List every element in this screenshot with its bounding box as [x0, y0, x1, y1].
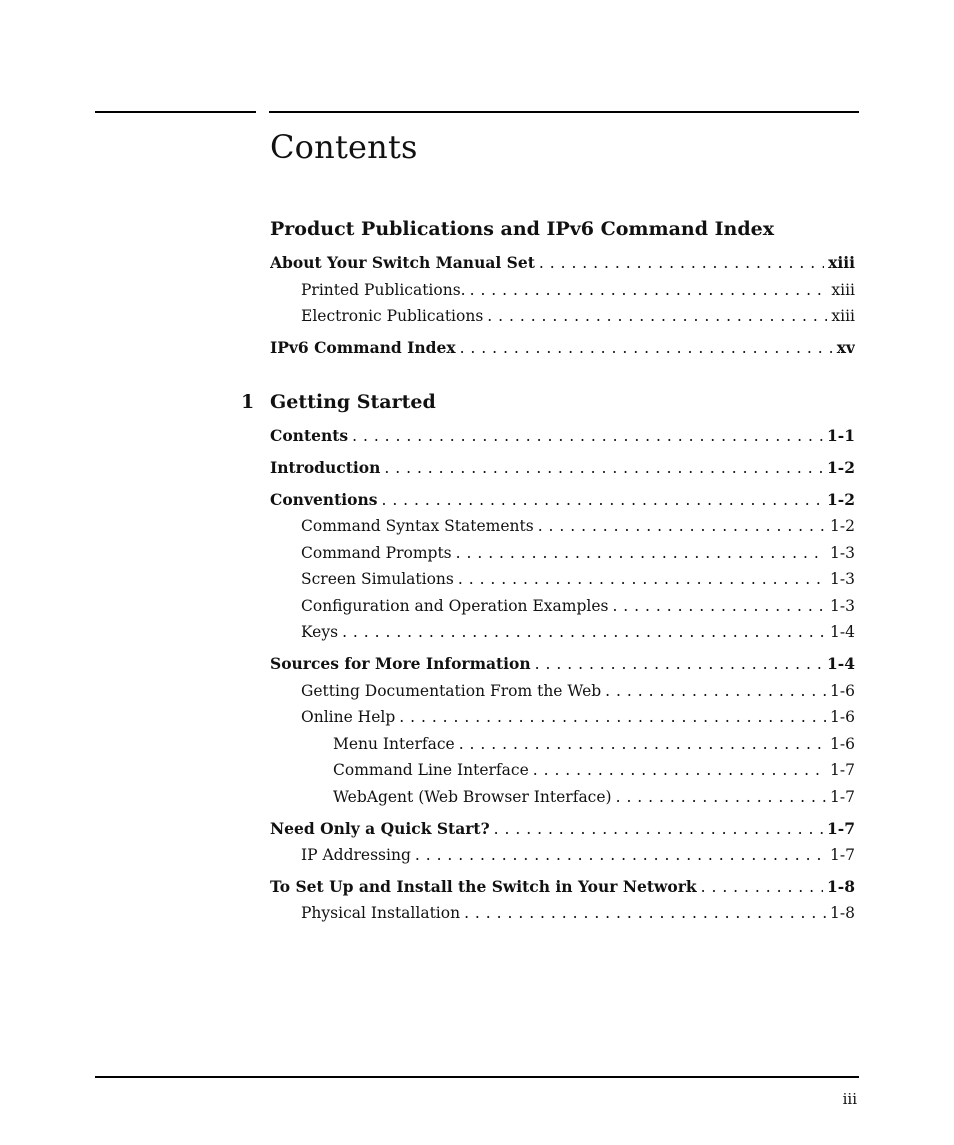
toc-entry-page: xiii — [831, 281, 855, 299]
leader-dots — [701, 877, 823, 897]
leader-dots — [381, 490, 823, 510]
leader-dots — [539, 253, 824, 273]
leader-dots — [415, 845, 826, 865]
toc-entry[interactable] — [270, 819, 855, 839]
toc-entry-label: Menu Interface — [333, 735, 455, 753]
toc-entry-label: Keys — [301, 623, 339, 641]
toc-entry-page: 1-3 — [830, 597, 855, 615]
leader-dots — [616, 787, 826, 807]
toc-entry-label: Command Line Interface — [333, 761, 529, 779]
toc-entry[interactable] — [301, 516, 855, 536]
toc-entry[interactable] — [301, 681, 855, 701]
toc-entry-page: 1-3 — [830, 570, 855, 588]
toc-entry-label: Contents — [270, 426, 349, 445]
page-number: iii — [842, 1090, 857, 1108]
toc-entry[interactable] — [333, 787, 855, 807]
toc-entry-label: To Set Up and Install the Switch in Your Network — [270, 877, 697, 896]
leader-dots — [456, 543, 826, 563]
toc-entry[interactable] — [270, 253, 855, 273]
toc-entry-page: 1-6 — [830, 735, 855, 753]
toc-entry-page: 1-7 — [826, 819, 855, 838]
leader-dots — [494, 819, 823, 839]
leader-dots — [342, 622, 826, 642]
toc-entry[interactable] — [301, 622, 855, 642]
toc-entry[interactable] — [270, 338, 855, 358]
leader-dots — [605, 681, 826, 701]
leader-dots — [464, 903, 826, 923]
leader-dots — [612, 596, 826, 616]
toc-entry-page: xiii — [828, 253, 855, 272]
toc-entry-label: Screen Simulations — [301, 570, 454, 588]
toc-entry-page: 1-4 — [830, 623, 855, 641]
header-rule-left — [95, 111, 256, 113]
leader-dots — [533, 760, 826, 780]
toc-entry-page: 1-3 — [830, 544, 855, 562]
toc-entry-label: Printed Publications. — [301, 281, 466, 299]
toc-entry[interactable] — [301, 707, 855, 727]
leader-dots — [538, 516, 826, 536]
toc-entry-label: About Your Switch Manual Set — [270, 253, 535, 272]
page-title: Contents — [270, 128, 418, 166]
toc-entry[interactable] — [270, 877, 855, 897]
section-heading-publications: Product Publications and IPv6 Command Index — [270, 218, 775, 240]
leader-dots — [535, 654, 823, 674]
toc-entry[interactable] — [270, 458, 855, 478]
toc-entry-page: 1-4 — [826, 654, 855, 673]
leader-dots — [460, 338, 833, 358]
toc-entry[interactable] — [301, 569, 855, 589]
toc-entry-page: 1-2 — [826, 458, 855, 477]
leader-dots — [470, 280, 828, 300]
leader-dots — [458, 569, 826, 589]
toc-entry-label: Physical Installation — [301, 904, 461, 922]
toc-entry-label: Command Syntax Statements — [301, 517, 534, 535]
toc-entry-label: WebAgent (Web Browser Interface) — [333, 788, 612, 806]
section-heading-getting-started: Getting Started — [270, 391, 436, 413]
toc-entry[interactable] — [270, 654, 855, 674]
leader-dots — [399, 707, 826, 727]
toc-entry-page: 1-6 — [830, 708, 855, 726]
toc-entry[interactable] — [301, 845, 855, 865]
toc-entry-label: Command Prompts — [301, 544, 452, 562]
toc-entry-page: 1-8 — [826, 877, 855, 896]
leader-dots — [459, 734, 826, 754]
toc-entry-label: Introduction — [270, 458, 381, 477]
chapter-number: 1 — [241, 391, 255, 413]
toc-entry-label: Configuration and Operation Examples — [301, 597, 609, 615]
toc-entry-label: IP Addressing — [301, 846, 411, 864]
header-rule-right — [269, 111, 859, 113]
toc-entry-page: xv — [836, 338, 855, 357]
leader-dots — [487, 306, 827, 326]
toc-entry-label: Need Only a Quick Start? — [270, 819, 490, 838]
leader-dots — [384, 458, 823, 478]
toc-entry[interactable] — [270, 426, 855, 446]
toc-entry-label: Electronic Publications — [301, 307, 484, 325]
toc-entry[interactable] — [333, 734, 855, 754]
toc-entry[interactable] — [301, 306, 855, 326]
toc-entry-label: Conventions — [270, 490, 378, 509]
toc-entry-page: 1-2 — [826, 490, 855, 509]
toc-entry-page: 1-2 — [830, 517, 855, 535]
footer-rule — [95, 1076, 859, 1078]
toc-entry[interactable] — [301, 543, 855, 563]
toc-entry-page: xiii — [831, 307, 855, 325]
toc-entry-page: 1-6 — [830, 682, 855, 700]
toc-entry[interactable] — [270, 490, 855, 510]
toc-entry-page: 1-8 — [830, 904, 855, 922]
toc-entry[interactable] — [301, 596, 855, 616]
toc-entry-label: Online Help — [301, 708, 396, 726]
toc-entry-page: 1-7 — [830, 846, 855, 864]
toc-entry[interactable] — [333, 760, 855, 780]
toc-entry-page: 1-7 — [830, 788, 855, 806]
toc-entry[interactable] — [301, 280, 855, 300]
toc-entry-label: IPv6 Command Index — [270, 338, 456, 357]
leader-dots — [352, 426, 823, 446]
toc-entry-page: 1-7 — [830, 761, 855, 779]
toc-entry[interactable] — [301, 903, 855, 923]
toc-entry-label: Getting Documentation From the Web — [301, 682, 602, 700]
toc-entry-label: Sources for More Information — [270, 654, 531, 673]
toc-entry-page: 1-1 — [826, 426, 855, 445]
